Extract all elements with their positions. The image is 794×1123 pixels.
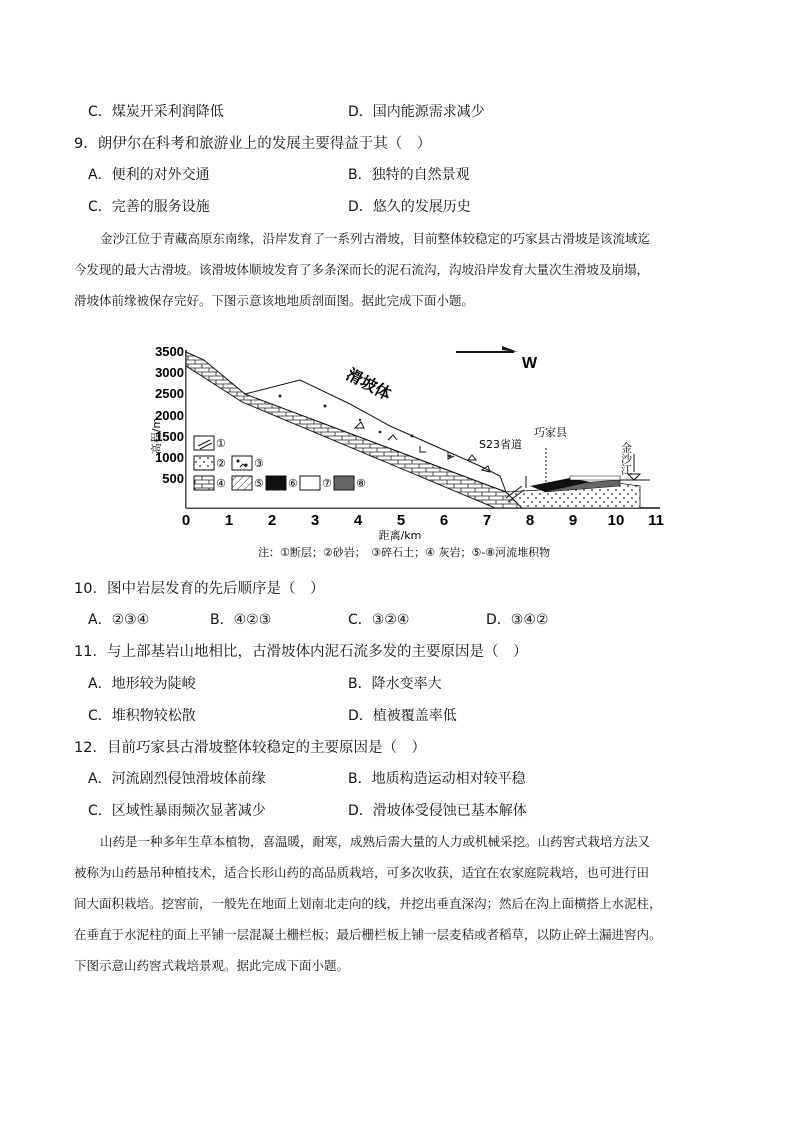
legend-swatch-7 (300, 476, 320, 490)
q11-option-c: C．堆积物较松散 (88, 708, 196, 724)
passage1-line2: 今发现的最大古滑坡。该滑坡体顺坡发育了多条深而长的泥石流沟，沟坡沿岸发育大量次生滑坡及崩塌， (74, 262, 650, 277)
legend-num-2: ② (216, 457, 226, 470)
legend-num-1: ① (216, 437, 226, 450)
q11-stem: 11．与上部基岩山地相比，古滑坡体内泥石流多发的主要原因是（ ） (74, 644, 528, 660)
q12-option-a: A．河流剧烈侵蚀滑坡体前缘 (88, 771, 266, 787)
legend-swatch-6 (266, 476, 286, 490)
x-tick-9: 9 (568, 512, 578, 529)
label-county: 巧家县 (534, 426, 567, 439)
y-tick-2000: 2000 (155, 408, 184, 423)
passage2-line1: 山药是一种多年生草本植物，喜温暖，耐寒，成熟后需大量的人力或机械采挖。山药窖式栽培方法又 (100, 834, 651, 849)
x-tick-6: 6 (439, 512, 449, 529)
q10-option-a: A．②③④ (88, 612, 150, 628)
legend-num-5: ⑤ (254, 477, 264, 490)
passage2-line4: 在垂直于水泥柱的面上平铺一层混凝土栅栏板；最后栅栏板上铺一层麦秸或者稻草，以防止碎土漏进窖内。 (74, 927, 662, 942)
q12-option-c: C．区域性暴雨频次显著减少 (88, 803, 266, 819)
legend-swatch-gravel (232, 456, 252, 470)
geologic-cross-section (150, 336, 680, 564)
y-tick-1500: 1500 (155, 429, 184, 444)
q11-option-b: B．降水变率大 (348, 676, 442, 692)
label-river: 金沙江 (619, 442, 633, 475)
x-tick-8: 8 (525, 512, 535, 529)
y-tick-1000: 1000 (155, 450, 184, 465)
x-tick-2: 2 (267, 512, 277, 529)
y-tick-2500: 2500 (155, 386, 184, 401)
passage2-line2: 被称为山药悬吊种植技术，适合长形山药的高品质栽培，可多次收获，适宜在农家庭院栽培，也可进行田 (74, 865, 650, 880)
q8-option-c: C．煤炭开采利润降低 (88, 104, 224, 120)
x-tick-1: 1 (224, 512, 234, 529)
label-landslide: 滑坡体 (343, 364, 395, 404)
q9-option-c: C．完善的服务设施 (88, 199, 210, 215)
q9-stem: 9．朗伊尔在科考和旅游业上的发展主要得益于其（ ） (74, 136, 432, 152)
q8-option-d: D．国内能源需求减少 (348, 104, 485, 120)
label-road: S23省道 (479, 438, 522, 451)
legend-swatch-sandstone (194, 456, 214, 470)
compass-label: W (522, 355, 538, 372)
x-axis-label: 距离/km (378, 529, 422, 542)
q11-option-d: D．植被覆盖率低 (348, 708, 457, 724)
legend-num-7: ⑦ (322, 477, 332, 490)
passage-landslide (74, 229, 726, 311)
legend-swatch-8 (334, 476, 354, 490)
passage2-line3: 间大面积栽培。挖窖前，一般先在地面上划南北走向的线，并挖出垂直深沟；然后在沟上面横搭上水泥柱， (74, 896, 662, 911)
legend-num-3: ③ (254, 457, 264, 470)
passage1-line3: 滑坡体前缘被保存完好。下图示意该地地质剖面图。据此完成下面小题。 (74, 293, 475, 308)
legend-num-4: ④ (216, 477, 226, 490)
x-tick-7: 7 (482, 512, 492, 529)
legend-swatch-5 (232, 476, 252, 490)
cross-section-svg (150, 336, 680, 564)
x-tick-11: 11 (648, 512, 664, 529)
x-tick-4: 4 (353, 512, 363, 529)
legend-num-8: ⑧ (356, 477, 366, 490)
river-deposit-white (570, 476, 620, 480)
q11-option-a: A．地形较为陡峻 (88, 676, 196, 692)
y-tick-3000: 3000 (155, 365, 184, 380)
passage-yam (74, 832, 726, 976)
q9-option-a: A．便利的对外交通 (88, 167, 210, 183)
x-ticks (182, 512, 664, 529)
x-tick-10: 10 (607, 512, 625, 529)
legend-num-6: ⑥ (288, 477, 298, 490)
q10-option-b: B．④②③ (210, 612, 272, 628)
x-tick-5: 5 (396, 512, 406, 529)
passage2-line5: 下图示意山药窖式栽培景观。据此完成下面小题。 (74, 958, 350, 973)
x-tick-3: 3 (310, 512, 320, 529)
x-tick-0: 0 (181, 512, 191, 529)
legend-swatch-limestone (194, 476, 214, 490)
q10-option-d: D．③④② (486, 612, 549, 628)
y-tick-3500: 3500 (155, 344, 184, 359)
q12-stem: 12．目前巧家县古滑坡整体较稳定的主要原因是（ ） (74, 740, 426, 756)
q10-stem: 10．图中岩层发育的先后顺序是（ ） (74, 581, 325, 597)
q12-option-b: B．地质构造运动相对较平稳 (348, 771, 526, 787)
figure-note: 注：①断层；②砂岩； ③碎石土；④ 灰岩；⑤-⑧河流堆积物 (258, 546, 551, 559)
q9-option-b: B．独特的自然景观 (348, 167, 470, 183)
q10-option-c: C．③②④ (348, 612, 410, 628)
y-axis-label: 高程/m (150, 417, 163, 455)
passage1-line1: 金沙江位于青藏高原东南缘，沿岸发育了一系列古滑坡，目前整体较稳定的巧家县古滑坡是该流域迄 (100, 231, 651, 246)
y-tick-500: 500 (162, 471, 184, 486)
q12-option-d: D．滑坡体受侵蚀已基本解体 (348, 803, 527, 819)
y-ticks (155, 344, 184, 486)
q9-option-d: D．悠久的发展历史 (348, 199, 471, 215)
